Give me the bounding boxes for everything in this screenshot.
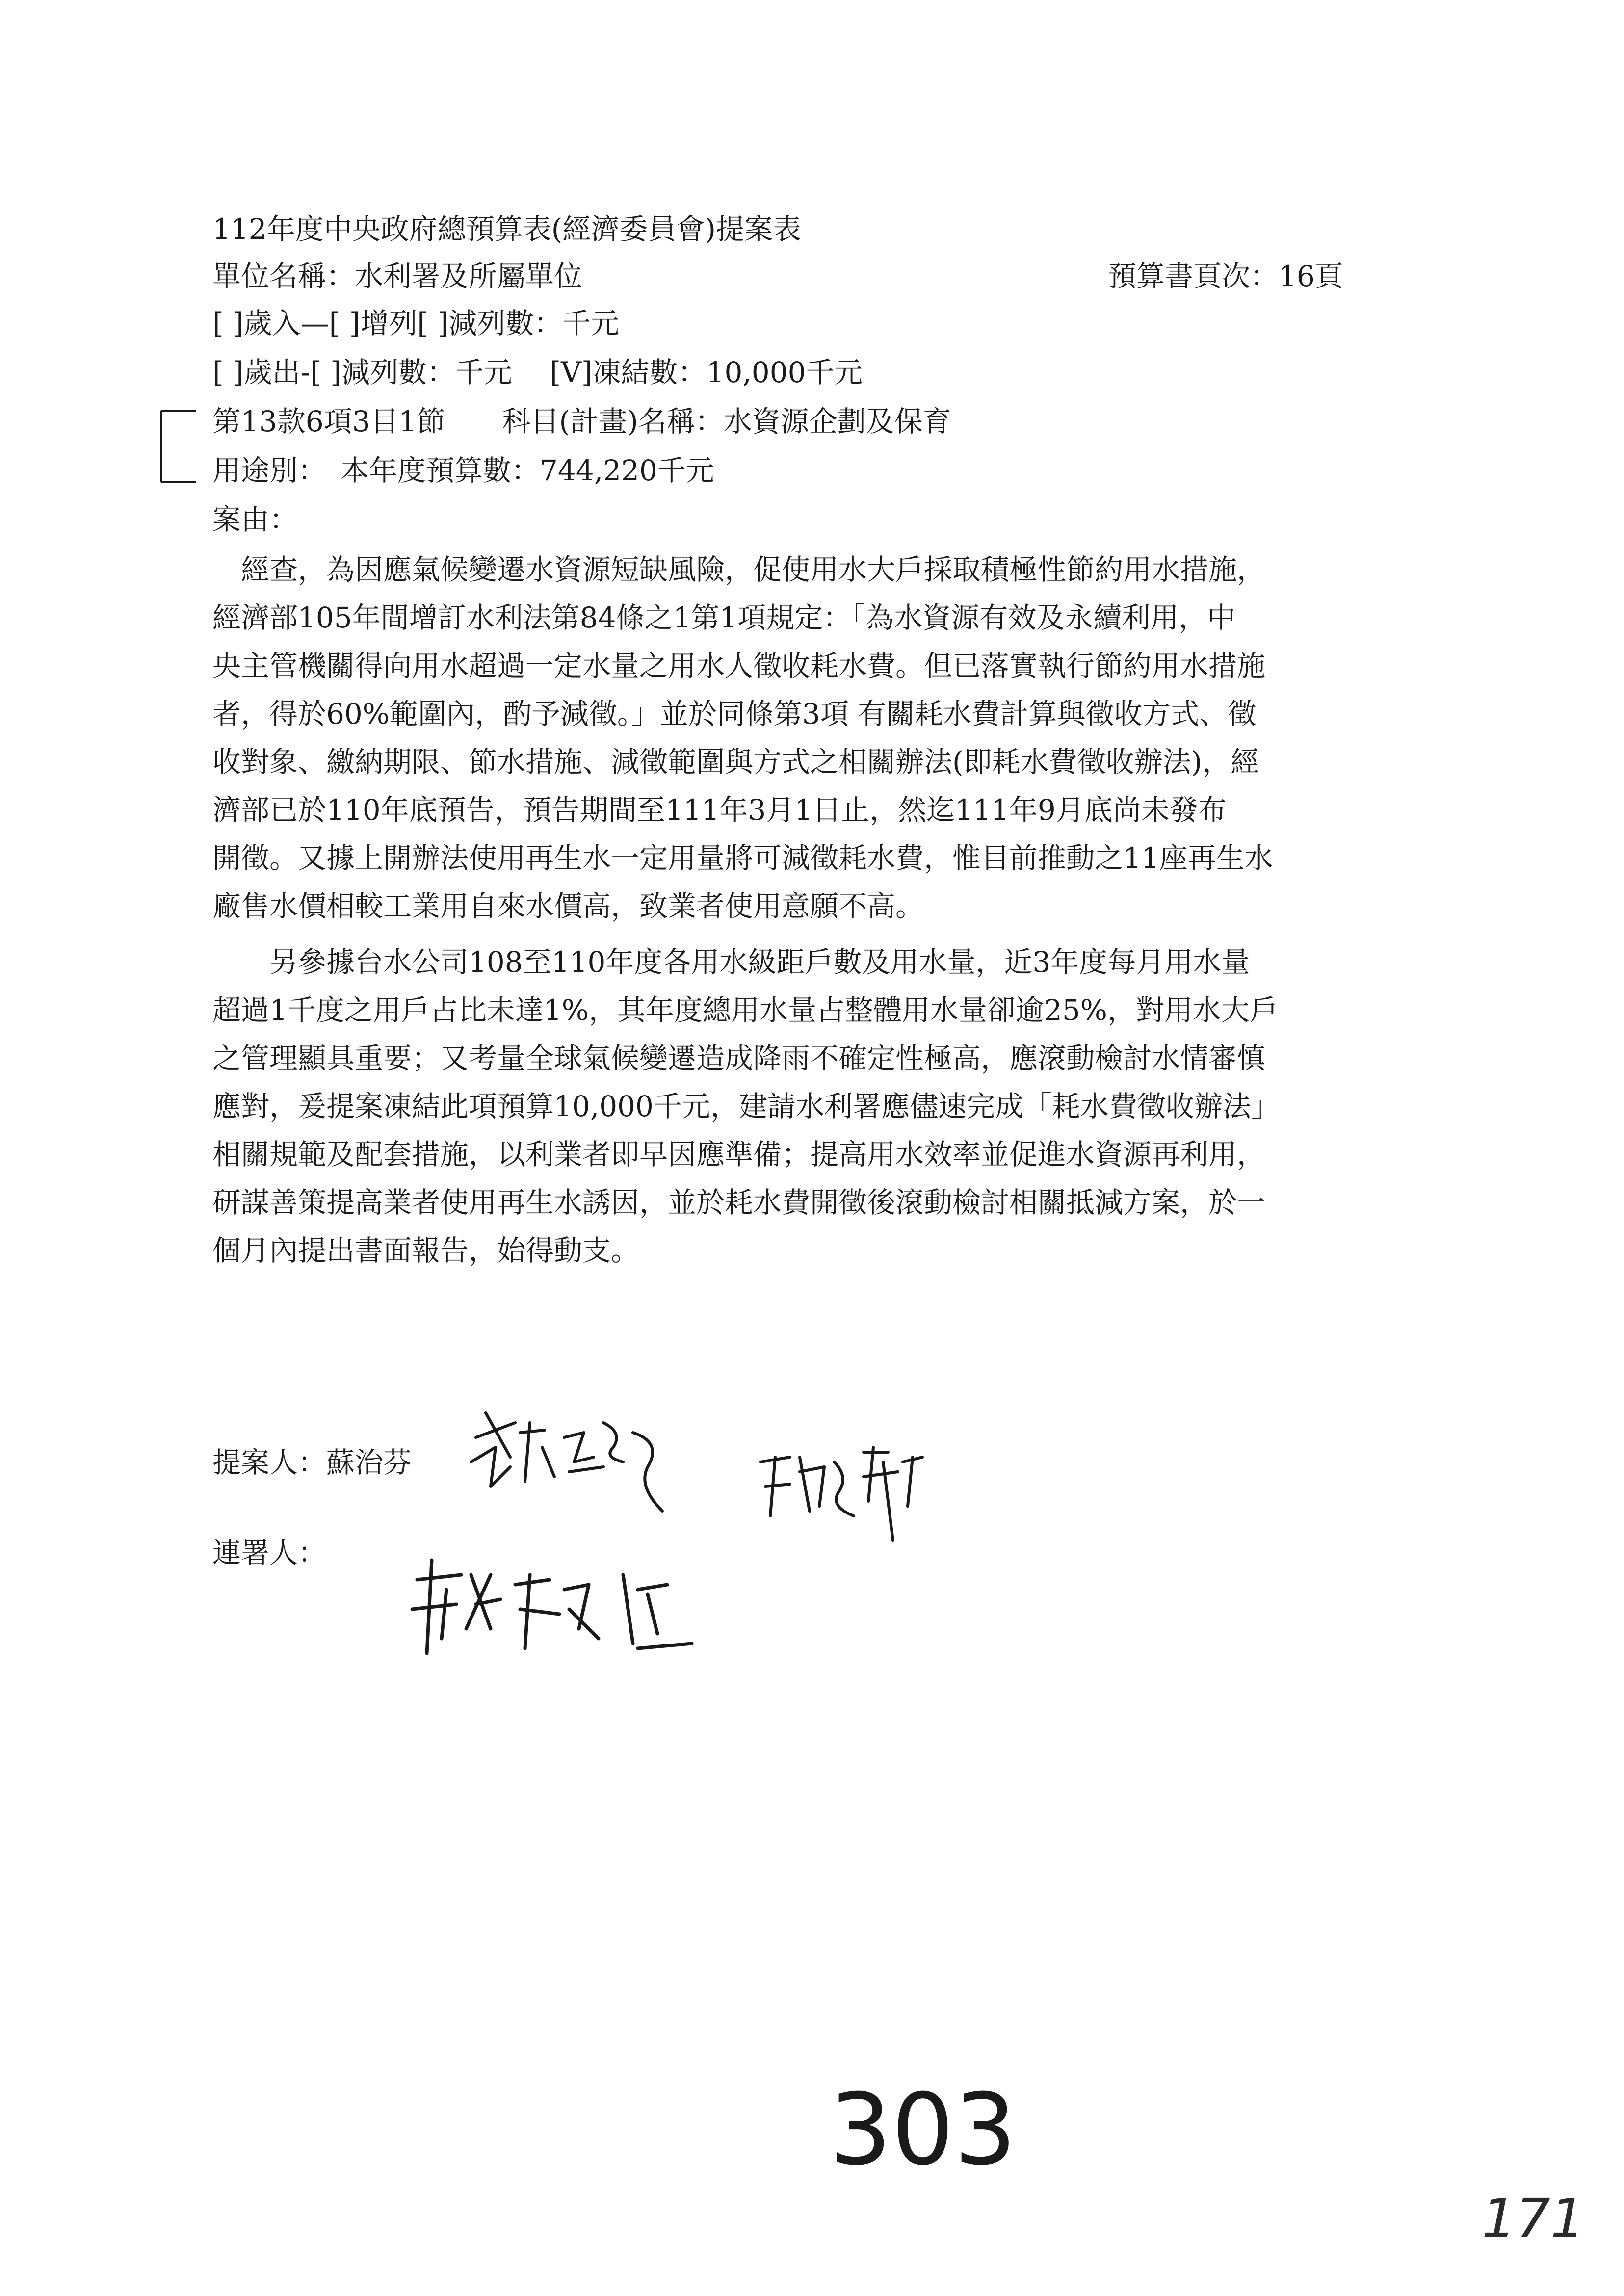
paragraph-2-line: 相關規範及配套措施，以利業者即早因應準備；提高用水效率並促進水資源再利用，	[212, 1138, 1266, 1171]
handwritten-signature	[402, 1545, 707, 1673]
document-title: 112年度中央政府總預算表(經濟委員會)提案表	[212, 212, 801, 246]
paragraph-1-line: 廠售水價相較工業用自來水價高，致業者使用意願不高。	[212, 889, 924, 923]
paragraph-1-line: 者，得於60%範圍內，酌予減徵。」並於同條第3項 有關耗水費計算與徵收方式、徵	[212, 697, 1257, 731]
handwritten-signature	[751, 1442, 947, 1555]
paragraph-2	[212, 938, 1449, 1275]
paragraph-2-line: 應對，爰提案凍結此項預算10,000千元，建請水利署應儘速完成「耗水費徵收辦法」	[212, 1090, 1280, 1123]
handwritten-signature	[456, 1403, 677, 1521]
paragraph-2-line: 另參據台水公司108至110年度各用水級距戶數及用水量，近3年度每月用水量	[212, 945, 1250, 979]
handwritten-page-number	[824, 2073, 1017, 2187]
paragraph-1-line: 央主管機關得向用水超過一定水量之用水人徵收耗水費。但已落實執行節約用水措施	[212, 649, 1266, 682]
purpose-line: 用途別： 本年度預算數：744,220千元	[212, 454, 714, 487]
corner-number-text: 171	[1482, 2187, 1585, 2250]
handwritten-corner-number	[1477, 2183, 1585, 2257]
paragraph-1	[212, 546, 1449, 930]
paragraph-1-line: 收對象、繳納期限、節水措施、減徵範圍與方式之相關辦法(即耗水費徵收辦法)，經	[212, 745, 1259, 779]
paragraph-1-line: 開徵。又據上開辦法使用再生水一定用量將可減徵耗水費，惟目前推動之11座再生水	[212, 841, 1273, 875]
item-line: 第13款6項3目1節 科目(計畫)名稱：水資源企劃及保育	[212, 405, 951, 438]
paragraph-2-line: 研謀善策提高業者使用再生水誘因，並於耗水費開徵後滾動檢討相關抵減方案，於一	[212, 1186, 1266, 1219]
paragraph-2-line: 之管理顯具重要；又考量全球氣候變遷造成降雨不確定性極高，應滾動檢討水情審慎	[212, 1042, 1266, 1075]
paragraph-1-line: 濟部已於110年底預告，預告期間至111年3月1日止，然迄111年9月底尚未發布	[212, 793, 1227, 827]
paragraph-2-line: 個月內提出書面報告，始得動支。	[212, 1234, 640, 1267]
budget-page-ref: 預算書頁次：16頁	[1108, 260, 1343, 293]
paragraph-1-line: 經濟部105年間增訂水利法第84條之1第1項規定：「為水資源有效及永續利用，中	[212, 601, 1236, 634]
unit-name: 單位名稱：水利署及所屬單位	[212, 260, 583, 293]
revenue-line: [ ]歲入—[ ]增列[ ]減列數：千元	[212, 307, 620, 340]
expense-line: [ ]歲出-[ ]減列數：千元 [V]凍結數：10,000千元	[212, 356, 863, 389]
paragraph-1-line: 經查，為因應氣候變遷水資源短缺風險，促使用水大戶採取積極性節約用水措施，	[212, 553, 1266, 586]
cosigner-label: 連署人：	[212, 1536, 327, 1569]
paragraph-2-line: 超過1千度之用戶占比未達1%，其年度總用水量占整體用水量卻逾25%，對用水大戶	[212, 993, 1278, 1027]
item-bracket	[160, 410, 196, 483]
reason-label: 案由：	[212, 503, 298, 536]
page-number-text: 303	[829, 2073, 1017, 2187]
proposer-label: 提案人：蘇治芬	[212, 1446, 412, 1479]
